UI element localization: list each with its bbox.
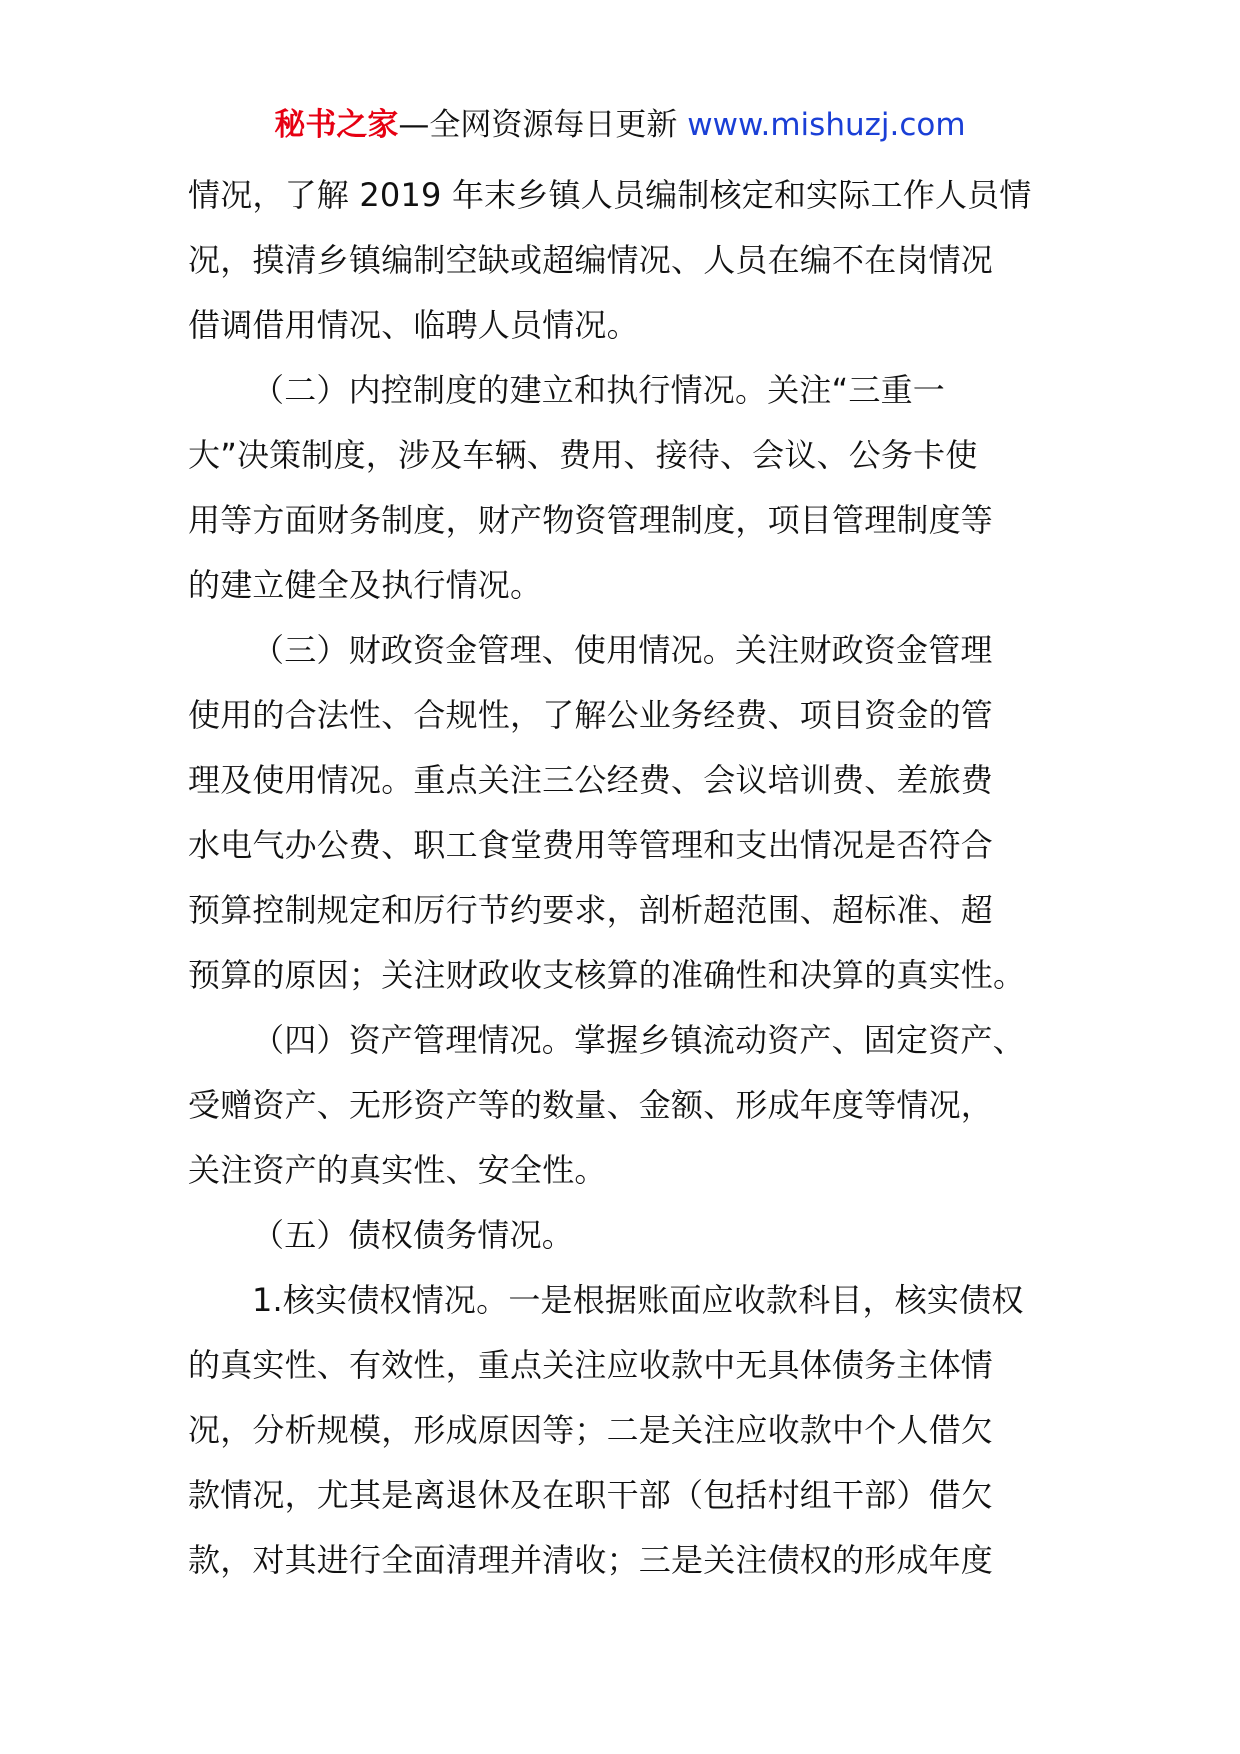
text-line: 预算控制规定和厉行节约要求，剖析超范围、超标准、超 [188,891,994,929]
text-line: 关注资产的真实性、安全性。 [188,1151,607,1189]
paragraph-heading-2: （二）内控制度的建立和执行情况。关注“三重一 [252,371,945,409]
text-line: 况，分析规模，形成原因等；二是关注应收款中个人借欠 [188,1411,994,1449]
text-line: 款情况，尤其是离退休及在职干部（包括村组干部）借欠 [188,1476,994,1514]
header-url-link[interactable]: www.mishuzj.com [687,107,966,143]
text-line: 的真实性、有效性，重点关注应收款中无具体债务主体情 [188,1346,994,1384]
paragraph-heading-4: （四）资产管理情况。掌握乡镇流动资产、固定资产、 [252,1021,1025,1059]
subsection-1: 1.核实债权情况。一是根据账面应收款科目，核实债权 [252,1281,1024,1319]
text-line: 受赠资产、无形资产等的数量、金额、形成年度等情况， [188,1086,994,1124]
header-brand: 秘书之家 [274,107,399,143]
text-line: 款，对其进行全面清理并清收；三是关注债权的形成年度 [188,1541,994,1579]
text-line: 况，摸清乡镇编制空缺或超编情况、人员在编不在岗情况 [188,241,994,279]
page-header [0,100,1240,150]
text-line: 借调借用情况、临聘人员情况。 [188,306,639,344]
header-slogan: —全网资源每日更新 [398,107,688,143]
text-line: 大”决策制度，涉及车辆、费用、接待、会议、公务卡使 [188,436,978,474]
text-line: 理及使用情况。重点关注三公经费、会议培训费、差旅费 [188,761,994,799]
text-line: 的建立健全及执行情况。 [188,566,543,604]
text-line: 水电气办公费、职工食堂费用等管理和支出情况是否符合 [188,826,994,864]
paragraph-heading-3: （三）财政资金管理、使用情况。关注财政资金管理 [252,631,993,669]
text-line: 使用的合法性、合规性，了解公业务经费、项目资金的管 [188,696,994,734]
text-line: 情况，了解 2019 年末乡镇人员编制核定和实际工作人员情 [188,176,1032,214]
text-line: 用等方面财务制度，财产物资管理制度，项目管理制度等 [188,501,994,539]
text-line: 预算的原因；关注财政收支核算的准确性和决算的真实性。 [188,956,1026,994]
paragraph-heading-5: （五）债权债务情况。 [252,1216,575,1254]
document-body [188,163,1068,1593]
